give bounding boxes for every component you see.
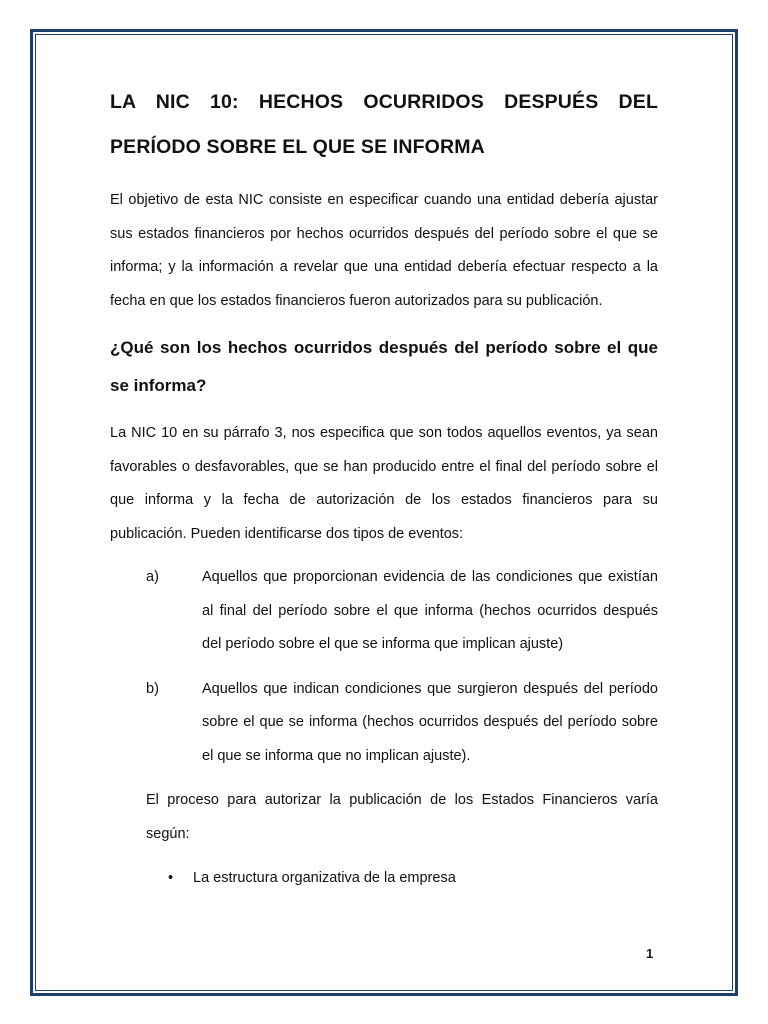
intro-paragraph: El objetivo de esta NIC consiste en especificar cuando una entidad debería ajustar sus estados financieros por hechos ocurridos después del período sobre el que se informa; y la información a revelar que una entidad debería efectuar respecto a la fecha en que los estados financieros fueron autorizados para su publicación. bbox=[110, 192, 658, 309]
list-item bbox=[146, 673, 658, 774]
list-item-marker: a) bbox=[146, 569, 159, 585]
definition-paragraph: La NIC 10 en su párrafo 3, nos especifica que son todos aquellos eventos, ya sean favorables o desfavorables, que se han producido entre el final del período sobre el que informa y la fecha de autorización de los estados financieros para su publicación. Pueden identificarse dos tipos de eventos: bbox=[110, 425, 658, 542]
process-paragraph: El proceso para autorizar la publicación de los Estados Financieros varía según: bbox=[146, 792, 658, 842]
list-item-text: Aquellos que proporcionan evidencia de las condiciones que existían al final del período sobre el que informa (hechos ocurridos después del período sobre el que se informa que implican ajuste) bbox=[202, 569, 658, 652]
bullet-list bbox=[168, 862, 658, 896]
event-type-list bbox=[146, 561, 658, 773]
title-line-1: LA NIC 10: HECHOS OCURRIDOS DESPUÉS DEL bbox=[110, 91, 658, 113]
document-title bbox=[110, 80, 658, 170]
list-item bbox=[146, 561, 658, 662]
section-heading: ¿Qué son los hechos ocurridos después del período sobre el que se informa? bbox=[110, 338, 658, 395]
title-line-2: PERÍODO SOBRE EL QUE SE INFORMA bbox=[110, 136, 485, 158]
bullet-item bbox=[168, 862, 658, 896]
list-item-text: Aquellos que indican condiciones que surgieron después del período sobre el que se informa (hechos ocurridos después del período sobre el que se informa que no implican ajuste). bbox=[202, 680, 658, 764]
bullet-icon: • bbox=[168, 870, 174, 886]
list-item-marker: b) bbox=[146, 680, 159, 697]
document-body bbox=[110, 80, 658, 896]
page-number: 1 bbox=[646, 946, 654, 961]
bullet-text: La estructura organizativa de la empresa bbox=[193, 870, 456, 886]
